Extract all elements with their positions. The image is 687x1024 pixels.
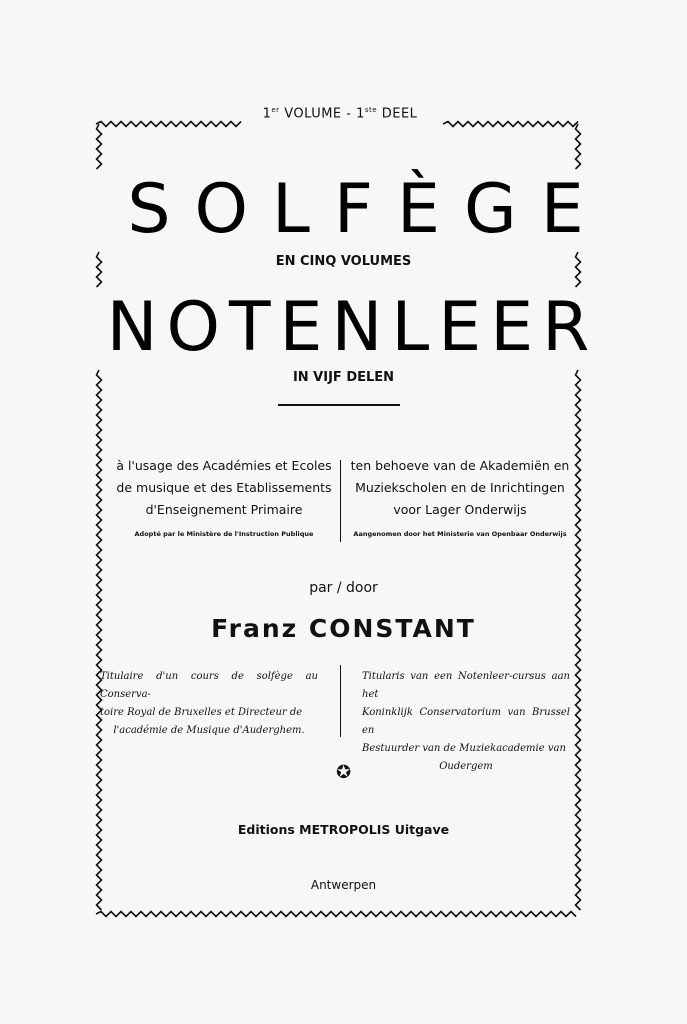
- column-divider: [340, 665, 341, 737]
- usage-dutch-line: ten behoeve van de Akademiën en: [350, 458, 570, 473]
- by-label: par / door: [309, 580, 378, 596]
- volume-sup: er: [271, 106, 280, 114]
- column-divider: [340, 460, 341, 542]
- bio-line: Oudergem: [439, 761, 493, 772]
- ministry-note-french: Adopté par le Ministère de l'Instruction Publique: [134, 530, 314, 538]
- subtitle-dutch: IN VIJF DELEN: [292, 370, 395, 385]
- deel-sup: ste: [364, 106, 378, 114]
- deel-text: DEEL: [381, 106, 418, 122]
- frame-left-wave: [97, 124, 102, 169]
- usage-french-line: de musique et des Etablissements: [116, 480, 332, 495]
- frame-bottom-wave: [96, 912, 576, 917]
- frame-right-wave: [576, 124, 581, 169]
- volume-text: VOLUME - 1: [284, 106, 365, 122]
- frame-top-right-wave: [443, 122, 578, 127]
- bio-line: Bestuurder van de Muziekacademie van: [362, 743, 566, 754]
- usage-dutch-line: Muziekscholen en de Inrichtingen: [355, 480, 565, 495]
- title-french: SOLFÈGE: [127, 170, 608, 249]
- usage-dutch-line: voor Lager Onderwijs: [393, 502, 527, 517]
- bio-line: Titulaire d'un cours de solfège au Conserva-: [100, 671, 318, 700]
- author-bio-french: [100, 668, 318, 740]
- title-rule: [278, 404, 400, 406]
- bio-line: toire Royal de Bruxelles et Directeur de: [100, 707, 303, 718]
- usage-dutch: [348, 455, 572, 539]
- ministry-note-dutch: Aangenomen door het Ministerie van Openbaar Onderwijs: [353, 530, 567, 538]
- bio-line: l'académie de Musique d'Auderghem.: [113, 725, 305, 736]
- bio-line: Titularis van een Notenleer-cursus aan het: [362, 671, 570, 700]
- usage-french-line: à l'usage des Académies et Ecoles: [116, 458, 332, 473]
- author-bio-dutch: [362, 668, 570, 776]
- frame-top-left-wave: [96, 122, 241, 127]
- author-name: Franz CONSTANT: [211, 614, 476, 643]
- usage-french-line: d'Enseignement Primaire: [145, 502, 303, 517]
- usage-french: [110, 455, 338, 539]
- publisher: Editions METROPOLIS Uitgave: [237, 822, 450, 837]
- star-ornament-icon: ✪: [335, 762, 352, 783]
- publisher-city: Antwerpen: [310, 878, 377, 892]
- bio-line: Koninklijk Conservatorium van Brussel en: [362, 707, 570, 736]
- subtitle-french: EN CINQ VOLUMES: [275, 254, 412, 269]
- title-dutch: NOTENLEER: [106, 288, 599, 367]
- volume-label: 1er VOLUME - 1ste DEEL: [262, 106, 418, 122]
